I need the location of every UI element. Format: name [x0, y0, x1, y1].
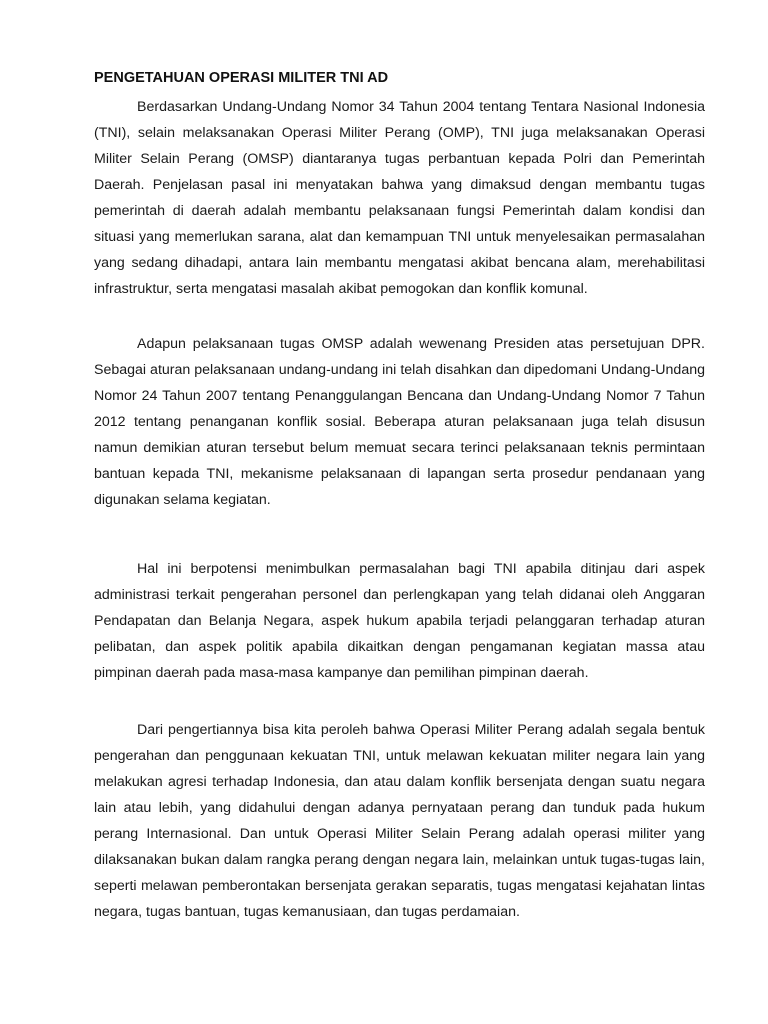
paragraph-potential-problems: Hal ini berpotensi menimbulkan permasalahan bagi TNI apabila ditinjau dari aspek administrasi terkait pengerahan personel dan perlengkapan yang telah didanai oleh Anggaran Pendapatan dan Belanja Negara, aspek hukum apabila terjadi pelanggaran terhadap aturan pelibatan, dan aspek politik apabila dikaitkan dengan pengamanan kegiatan massa atau pimpinan daerah pada masa-masa kampanye dan pemilihan pimpinan daerah.	[94, 561, 705, 681]
paragraph-omp-omsp: Berdasarkan Undang-Undang Nomor 34 Tahun 2004 tentang Tentara Nasional Indonesia (TNI), selain melaksanakan Operasi Militer Perang (OMP), TNI juga melaksanakan Operasi Militer Selain Perang (OMSP) diantaranya tugas perbantuan kepada Polri dan Pemerintah Daerah. Penjelasan pasal ini menyatakan bahwa yang dimaksud dengan membantu tugas pemerintah di daerah adalah membantu pelaksanaan fungsi Pemerintah dalam kondisi dan situasi yang memerlukan sarana, alat dan kemampuan TNI untuk menyelesaikan permasalahan yang sedang dihadapi, antara lain membantu mengatasi akibat bencana alam, merehabilitasi infrastruktur, serta mengatasi masalah akibat pemogokan dan konflik komunal.	[94, 99, 705, 297]
document-title: PENGETAHUAN OPERASI MILITER TNI AD	[94, 70, 389, 86]
paragraph-omsp-authority: Adapun pelaksanaan tugas OMSP adalah wewenang Presiden atas persetujuan DPR. Sebagai aturan pelaksanaan undang-undang ini telah disahkan dan dipedomani Undang-Undang Nomor 24 Tahun 2007 tentang Penanggulangan Bencana dan Undang-Undang Nomor 7 Tahun 2012 tentang penanganan konflik sosial. Beberapa aturan pelaksanaan juga telah disusun namun demikian aturan tersebut belum memuat secara terinci pelaksanaan teknis permintaan bantuan kepada TNI, mekanisme pelaksanaan di lapangan serta prosedur pendanaan yang digunakan selama kegiatan.	[94, 336, 705, 508]
paragraph-definitions: Dari pengertiannya bisa kita peroleh bahwa Operasi Militer Perang adalah segala bentuk pengerahan dan penggunaan kekuatan TNI, untuk melawan kekuatan militer negara lain yang melakukan agresi terhadap Indonesia, dan atau dalam konflik bersenjata dengan suatu negara lain atau lebih, yang didahului dengan adanya pernyataan perang dan tunduk pada hukum perang Internasional. Dan untuk Operasi Militer Selain Perang adalah operasi militer yang dilaksanakan bukan dalam rangka perang dengan negara lain, melainkan untuk tugas-tugas lain, seperti melawan pemberontakan bersenjata gerakan separatis, tugas mengatasi kejahatan lintas negara, tugas bantuan, tugas kemanusiaan, dan tugas perdamaian.	[94, 722, 705, 920]
